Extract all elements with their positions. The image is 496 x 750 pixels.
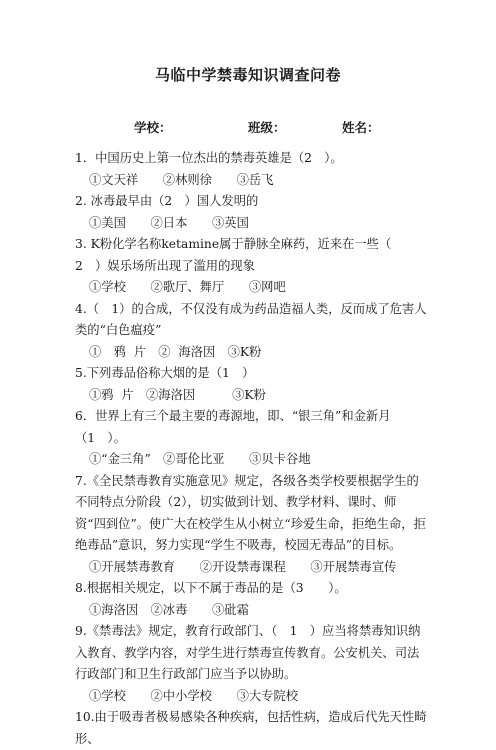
school-label: 学校：: [134, 120, 172, 135]
question-options: ①鸦 片 ②海洛因 ③K粉: [89, 387, 266, 402]
student-info-row: [0, 118, 496, 136]
question-options: ① 鸦 片 ② 海洛因 ③K粉: [89, 344, 262, 359]
question-options: ①“金三角” ②哥伦比亚 ③贝卡谷地: [89, 452, 311, 466]
question-options: ①海洛因 ②冰毒 ③砒霜: [89, 602, 249, 617]
question-options: ①文天祥 ②林则徐 ③岳飞: [89, 172, 274, 187]
question-text: 6．世界上有三个最主要的毒源地，即、“银三角”和金新月（1 ）。: [75, 409, 391, 445]
question-text: 2. 冰毒最早由（2 ）国人发明的: [75, 194, 259, 208]
question-text: 4.（ 1）的合成，不仅没有成为药品造福人类，反而成了危害人类的“白色瘟疫”: [75, 301, 427, 337]
question-text: 5.下列毒品俗称大烟的是（1 ）: [75, 366, 255, 380]
question-text: 3. K粉化学名称ketamine属于静脉全麻药，近来在一些（ 2 ）娱乐场所出现了滥用的现象: [75, 237, 404, 273]
question-text: 10.由于吸毒者极易感染各种疾病，包括性病，造成后代先天性畸形、: [75, 710, 427, 746]
question-options: ①美国 ②日本 ③英国: [89, 215, 249, 230]
question-text: 8.根据相关规定，以下不属于毒品的是（3 ）。: [75, 581, 347, 595]
question-options: ①开展禁毒教育 ②开设禁毒课程 ③开展禁毒宣传: [89, 559, 397, 574]
question-text: 1．中国历史上第一位杰出的禁毒英雄是（2 ）。: [75, 151, 343, 165]
question-list: [75, 148, 427, 750]
page-title: 马临中学禁毒知识调查问卷: [154, 66, 341, 84]
class-label: 班级：: [248, 120, 286, 135]
question-text: 7.《全民禁毒教育实施意见》规定，各级各类学校要根据学生的不同特点分阶段（2），切实做到计划、教学材料、课时、师资“四到位”。使广大在校学生从小树立“珍爱生命，拒绝生命，拒绝毒品”意识，努力实现“学生不吸毒，校园无毒品”的目标。: [75, 473, 426, 552]
name-label: 姓名：: [342, 120, 380, 135]
question-text: 9.《禁毒法》规定，教育行政部门、（ 1 ）应当将禁毒知识纳入教育、教学内容，对学生进行禁毒宣传教育。公安机关、司法行政部门和卫生行政部门应当予以协助。: [75, 624, 421, 681]
question-options: ①学校 ②歌厅、舞厅 ③网吧: [89, 280, 286, 294]
question-options: ①学校 ②中小学校 ③大专院校: [89, 688, 299, 703]
